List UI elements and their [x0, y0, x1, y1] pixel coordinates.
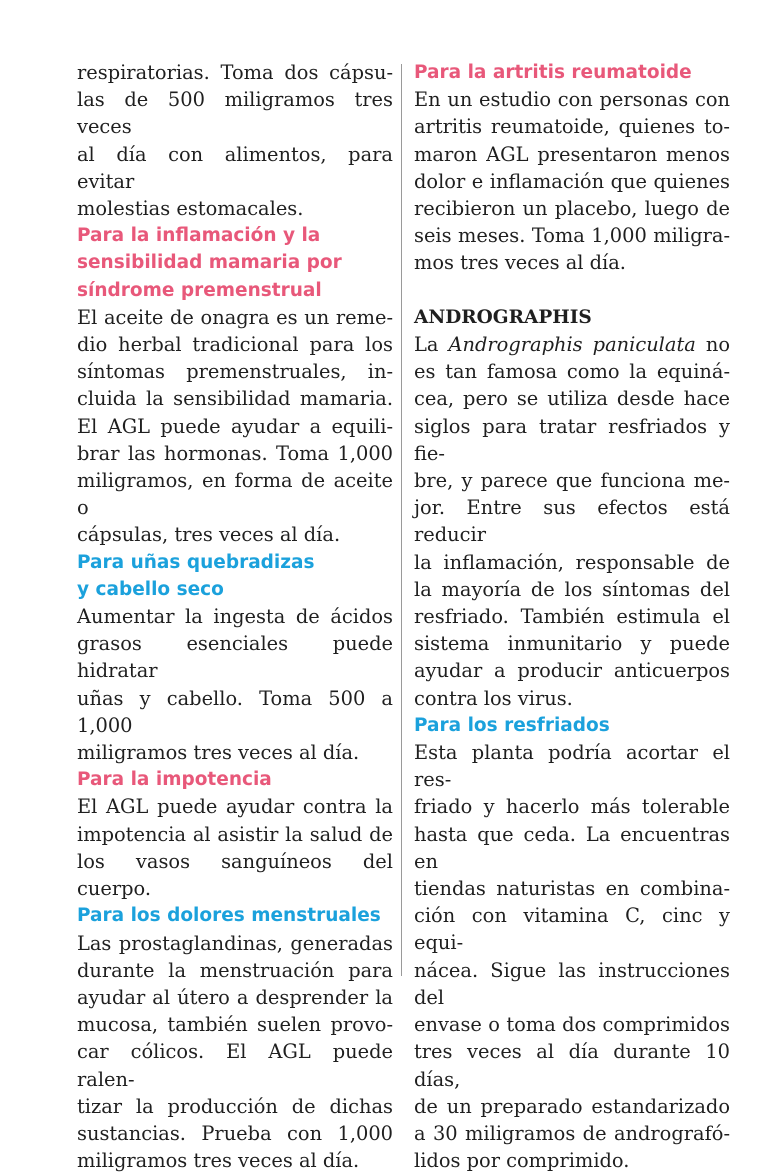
text-line: ayudar al útero a desprender la — [77, 984, 393, 1011]
text-line: ayudar a producir anticuerpos — [414, 657, 730, 684]
text-line: dio herbal tradicional para los — [77, 331, 393, 358]
text-line: El AGL puede ayudar a equili- — [77, 413, 393, 440]
text-line: es tan famosa como la equiná- — [414, 358, 730, 385]
right-column — [414, 59, 730, 1174]
text-line: miligramos, en forma de aceite o — [77, 467, 393, 521]
heading-artritis: Para la artritis reumatoide — [414, 59, 730, 86]
text-line: jor. Entre sus efectos está reducir — [414, 494, 730, 548]
text-line: molestias estomacales. — [77, 195, 393, 222]
text-line: las de 500 miligramos tres veces — [77, 86, 393, 140]
text-line: lidos por comprimido. — [414, 1147, 730, 1174]
section-title: ANDROGRAPHIS — [414, 304, 730, 331]
text-line: recibieron un placebo, luego de — [414, 195, 730, 222]
text-line: car cólicos. El AGL puede ralen- — [77, 1038, 393, 1092]
text-line: sistema inmunitario y puede — [414, 630, 730, 657]
text-line: tizar la producción de dichas — [77, 1093, 393, 1120]
text-line: los vasos sanguíneos del cuerpo. — [77, 848, 393, 902]
text-line: Las prostaglandinas, generadas — [77, 930, 393, 957]
text-line: siglos para tratar resfriados y fie- — [414, 413, 730, 467]
heading-dolores: Para los dolores menstruales — [77, 902, 393, 929]
text-line: cea, pero se utiliza desde hace — [414, 385, 730, 412]
text-line: envase o toma dos comprimidos — [414, 1011, 730, 1038]
text-line: miligramos tres veces al día. — [77, 1147, 393, 1174]
paragraph-artritis — [414, 86, 730, 276]
text-line: miligramos tres veces al día. — [77, 739, 393, 766]
text-line: nácea. Sigue las instrucciones del — [414, 957, 730, 1011]
text-line: grasos esenciales puede hidratar — [77, 630, 393, 684]
text-line: Esta planta podría acortar el res- — [414, 739, 730, 793]
text-line: síntomas premenstruales, in- — [77, 358, 393, 385]
text-line: maron AGL presentaron menos — [414, 141, 730, 168]
text-run: no — [696, 333, 730, 356]
text-line: cápsulas, tres veces al día. — [77, 521, 393, 548]
paragraph-andrographis — [414, 331, 730, 712]
text-line: Aumentar la ingesta de ácidos — [77, 603, 393, 630]
text-line: durante la menstruación para — [77, 957, 393, 984]
text-line: mos tres veces al día. — [414, 249, 730, 276]
text-line: brar las hormonas. Toma 1,000 — [77, 440, 393, 467]
heading-resfriados: Para los resfriados — [414, 712, 730, 739]
text-line: contra los virus. — [414, 685, 730, 712]
text-line: la inflamación, responsable de — [414, 549, 730, 576]
paragraph-onagra — [77, 304, 393, 549]
text-line: mucosa, también suelen provo- — [77, 1011, 393, 1038]
text-line — [414, 331, 730, 358]
heading-line: y cabello seco — [77, 576, 393, 603]
text-run: La — [414, 333, 448, 356]
text-line: tres veces al día durante 10 días, — [414, 1038, 730, 1092]
heading-line: Para uñas quebradizas — [77, 549, 393, 576]
heading-impotencia: Para la impotencia — [77, 766, 393, 793]
paragraph-continuation — [77, 59, 393, 222]
text-line: al día con alimentos, para evitar — [77, 141, 393, 195]
heading-line: sensibilidad mamaria por — [77, 249, 393, 276]
paragraph-resfriados — [414, 739, 730, 1174]
heading-inflamacion — [77, 222, 393, 304]
text-line: friado y hacerlo más tolerable — [414, 793, 730, 820]
paragraph-unas — [77, 603, 393, 766]
text-line: ción con vitamina C, cinc y equi- — [414, 902, 730, 956]
heading-unas — [77, 549, 393, 603]
text-line: hasta que ceda. La encuentras en — [414, 821, 730, 875]
text-line: a 30 miligramos de andrografó- — [414, 1120, 730, 1147]
text-line: respiratorias. Toma dos cápsu- — [77, 59, 393, 86]
section-spacer — [414, 277, 730, 304]
text-line: bre, y parece que funciona me- — [414, 467, 730, 494]
text-line: resfriado. También estimula el — [414, 603, 730, 630]
text-line: El aceite de onagra es un reme- — [77, 304, 393, 331]
species-name: Andrographis paniculata — [448, 333, 695, 356]
text-line: seis meses. Toma 1,000 miligra- — [414, 222, 730, 249]
column-divider — [401, 64, 402, 976]
text-line: uñas y cabello. Toma 500 a 1,000 — [77, 685, 393, 739]
text-line: dolor e inflamación que quienes — [414, 168, 730, 195]
text-line: sustancias. Prueba con 1,000 — [77, 1120, 393, 1147]
paragraph-dolores — [77, 930, 393, 1174]
heading-line: Para la inflamación y la — [77, 222, 393, 249]
text-line: artritis reumatoide, quienes to- — [414, 113, 730, 140]
heading-line: síndrome premenstrual — [77, 277, 393, 304]
text-line: de un preparado estandarizado — [414, 1093, 730, 1120]
text-line: la mayoría de los síntomas del — [414, 576, 730, 603]
paragraph-impotencia — [77, 793, 393, 902]
text-line: tiendas naturistas en combina- — [414, 875, 730, 902]
text-line: En un estudio con personas con — [414, 86, 730, 113]
text-line: cluida la sensibilidad mamaria. — [77, 385, 393, 412]
text-line: El AGL puede ayudar contra la — [77, 793, 393, 820]
left-column — [77, 59, 393, 1174]
text-line: impotencia al asistir la salud de — [77, 821, 393, 848]
